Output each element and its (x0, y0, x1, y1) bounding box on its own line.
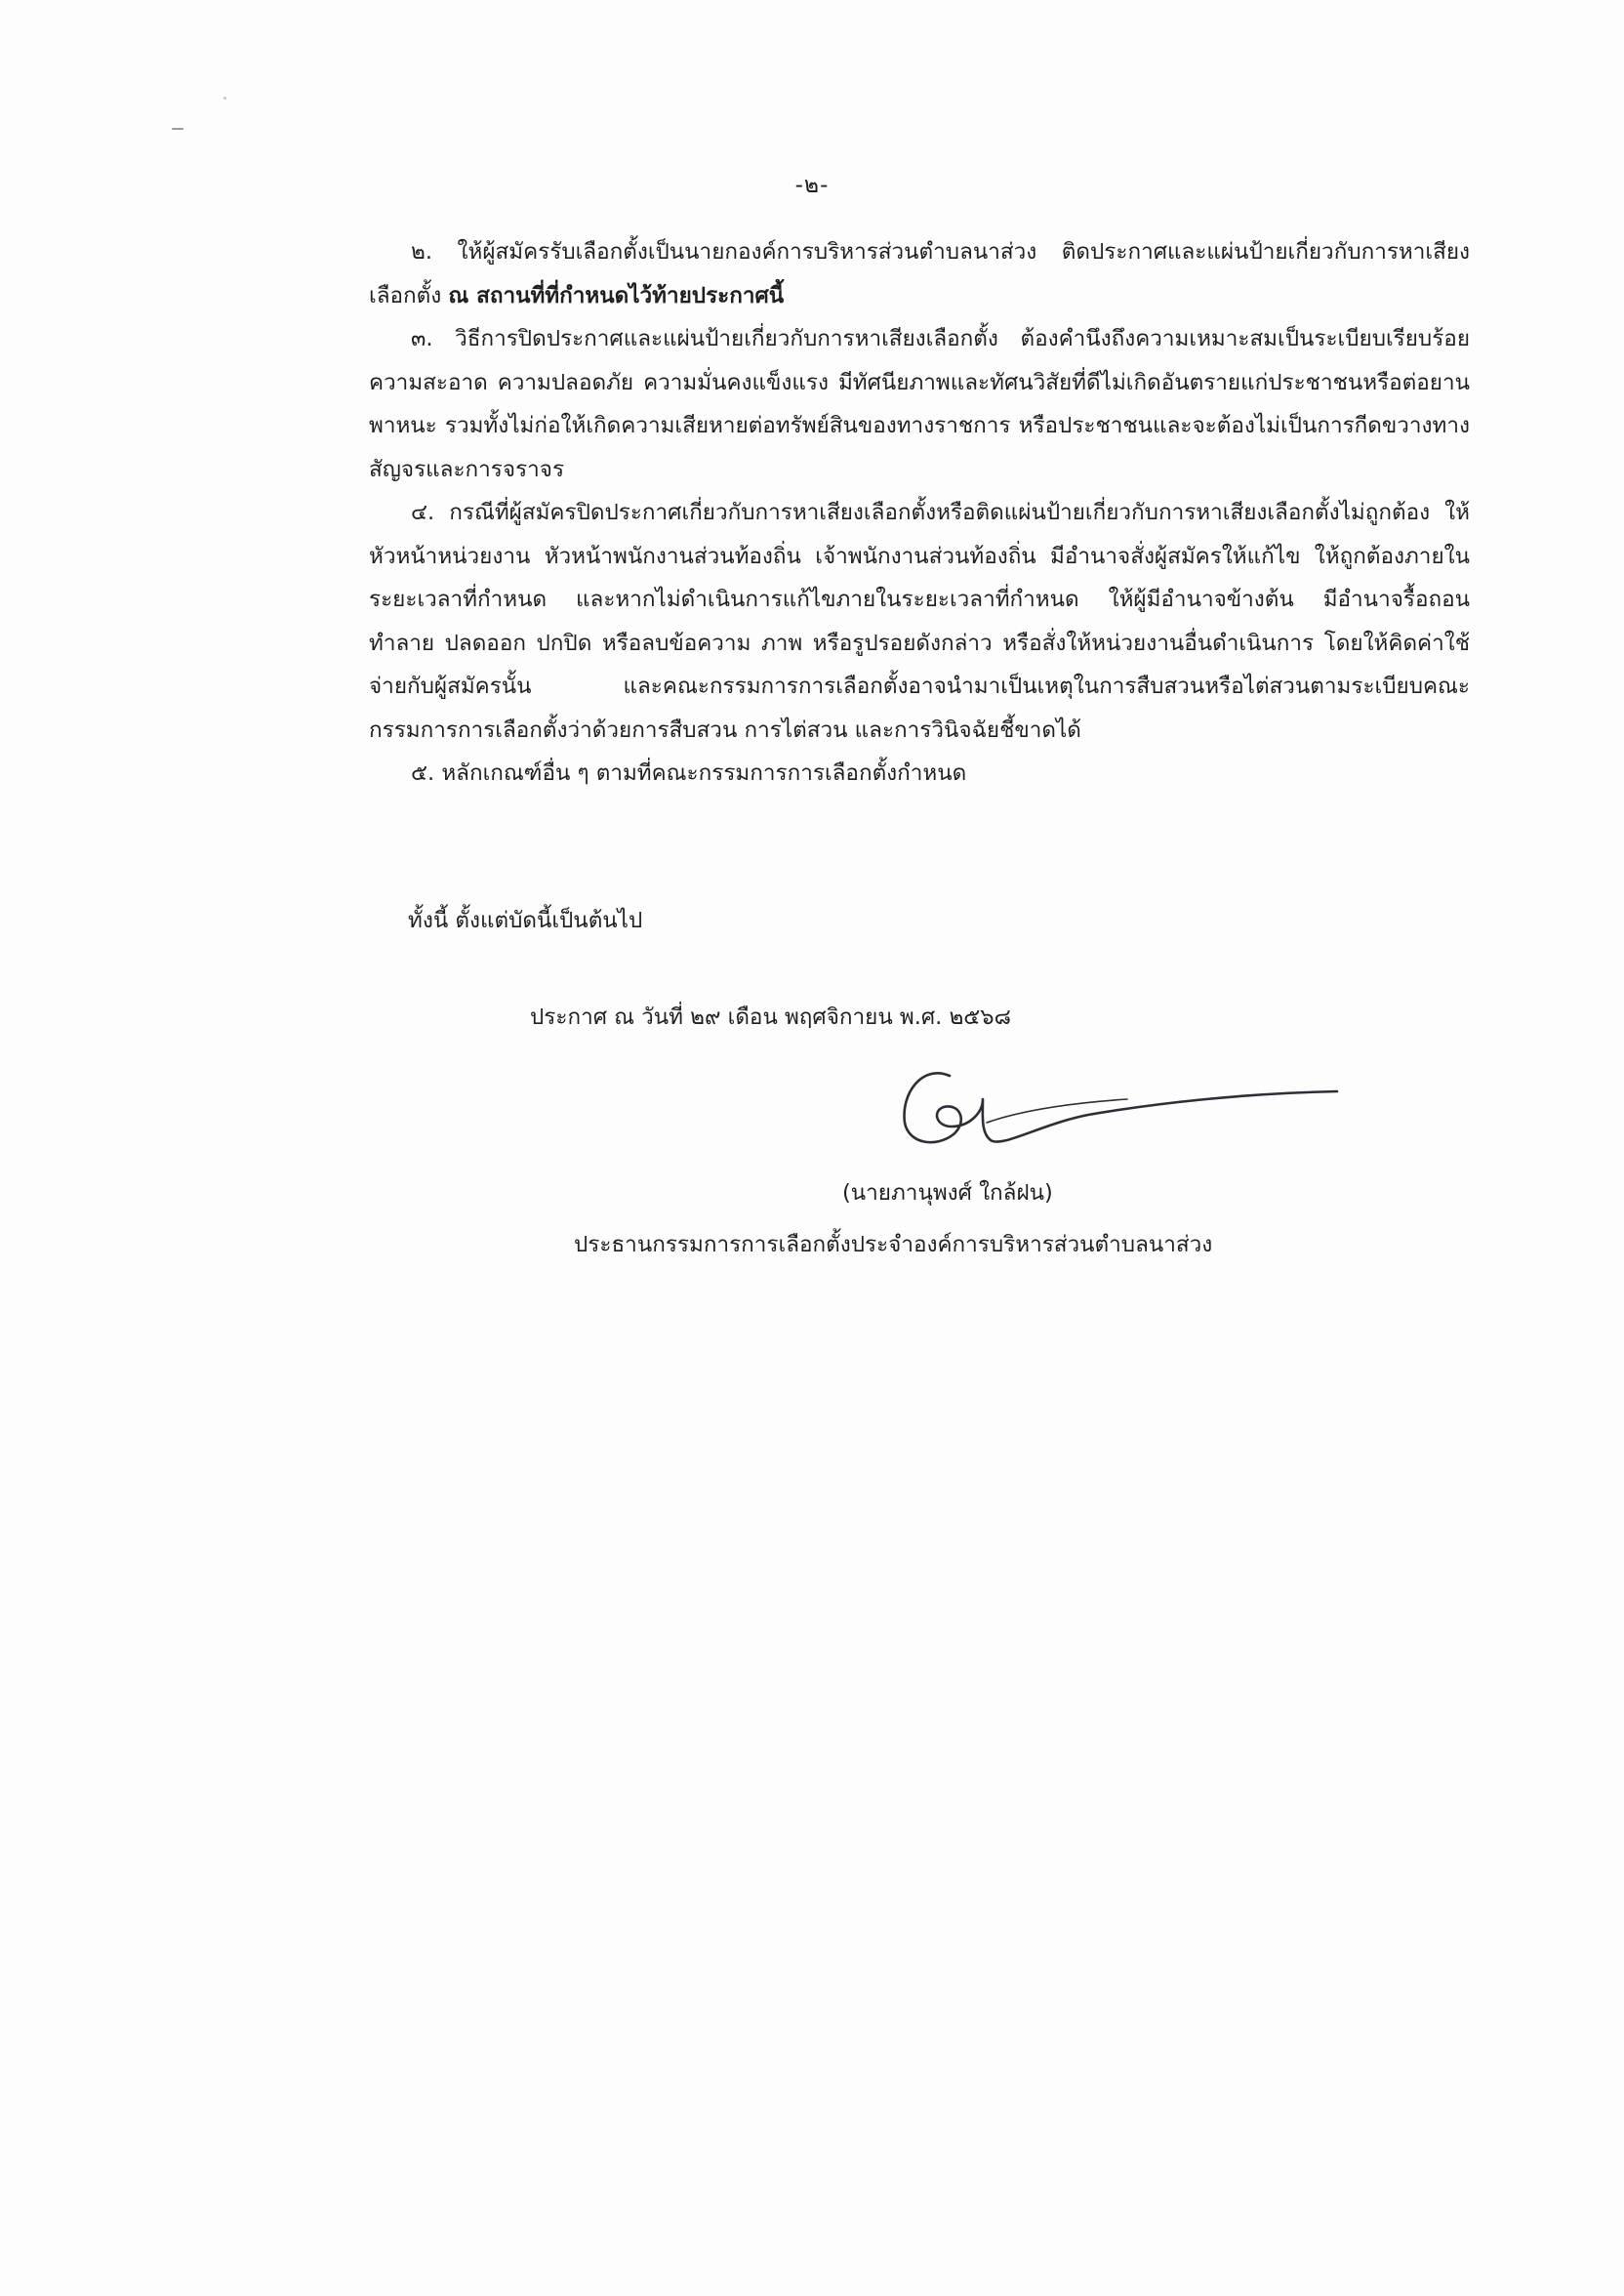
signer-name: (นายภานุพงศ์ ใกล้ฝน) (842, 1180, 1053, 1206)
announcement-date: ประกาศ ณ วันที่ ๒๙ เดือน พฤศจิกายน พ.ศ. ๒๕๖๘ (530, 1004, 1011, 1030)
clause-5-text: ๕. หลักเกณฑ์อื่น ๆ ตามที่คณะกรรมการการเลือกตั้งกำหนด (411, 760, 967, 786)
scan-speck (223, 97, 226, 100)
page-number: -๒- (794, 173, 830, 198)
scan-speck (172, 128, 183, 130)
clause-2 (369, 230, 1470, 317)
clause-2-location: ณ สถานที่ที่กำหนดไว้ท้ายประกาศนี้ (448, 282, 785, 308)
effective-statement: ทั้งนี้ ตั้งแต่บัดนี้เป็นต้นไป (408, 908, 643, 933)
handwritten-signature (893, 1054, 1342, 1162)
signer-title: ประธานกรรมการการเลือกตั้งประจำองค์การบริหารส่วนตำบลนาส่วง (574, 1232, 1213, 1257)
announcement-body (369, 230, 1470, 796)
clause-2-text: ๒. ให้ผู้สมัครรับเลือกตั้งเป็นนายกองค์การบริหารส่วนตำบลนาส่วง ติดประกาศและแผ่นป้ายเกี่ยวกับการหาเสียงเลือกตั้ง (369, 239, 1470, 308)
clause-5 (369, 752, 1470, 796)
signature-stroke (905, 1073, 1337, 1142)
clause-3 (369, 317, 1470, 491)
clause-4-text: ๔. กรณีที่ผู้สมัครปิดประกาศเกี่ยวกับการหาเสียงเลือกตั้งหรือติดแผ่นป้ายเกี่ยวกับการหาเสียงเลือกตั้งไม่ถูกต้อง ให้หัวหน้าหน่วยงาน หัวหน้าพนักงานส่วนท้องถิ่น เจ้าพนักงานส่วนท้องถิ่น มีอำนาจสั่งผู้สมัครให้แก้ไข ให้ถูกต้องภายในระยะเวลาที่กำหนด และหากไม่ดำเนินการแก้ไขภายในระยะเวลาที่กำหนด ให้ผู้มีอำนาจข้างต้น มีอำนาจรื้อถอน ทำลาย ปลดออก ปกปิด หรือลบข้อความ ภาพ หรือรูปรอยดังกล่าว หรือสั่งให้หน่วยงานอื่นดำเนินการ โดยให้คิดค่าใช้จ่ายกับผู้สมัครนั้น และคณะกรรมการการเลือกตั้งอาจนำมาเป็นเหตุในการสืบสวนหรือไต่สวนตามระเบียบคณะกรรมการการเลือกตั้งว่าด้วยการสืบสวน การไต่สวน และการวินิจฉัยชี้ขาดได้ (369, 500, 1470, 743)
clause-4 (369, 491, 1470, 752)
clause-3-text: ๓. วิธีการปิดประกาศและแผ่นป้ายเกี่ยวกับการหาเสียงเลือกตั้ง ต้องคำนึงถึงความเหมาะสมเป็นระเบียบเรียบร้อย ความสะอาด ความปลอดภัย ความมั่นคงแข็งแรง มีทัศนียภาพและทัศนวิสัยที่ดีไม่เกิดอันตรายแก่ประชาชนหรือต่อยานพาหนะ รวมทั้งไม่ก่อให้เกิดความเสียหายต่อทรัพย์สินของทางราชการ หรือประชาชนและจะต้องไม่เป็นการกีดขวางทางสัญจรและการจราจร (369, 326, 1470, 482)
